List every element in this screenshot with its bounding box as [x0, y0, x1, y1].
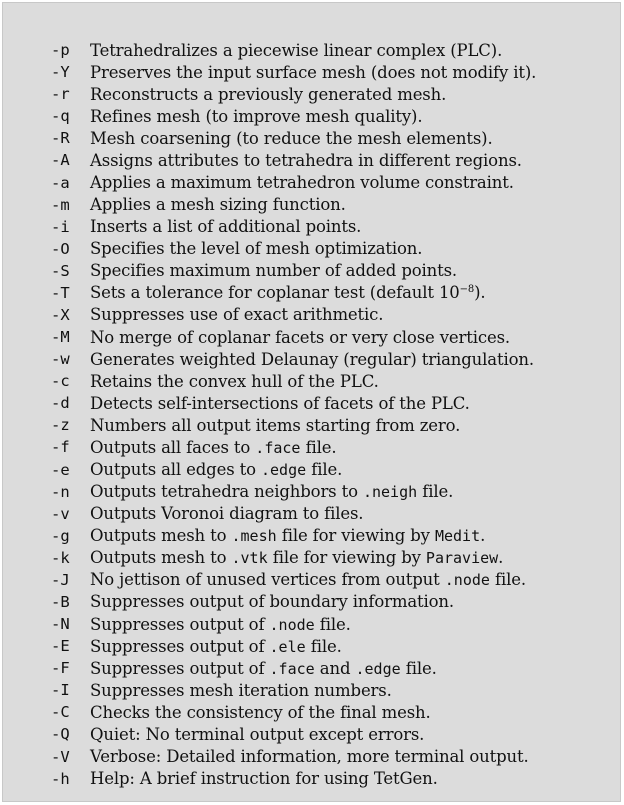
- option-flag: -N: [51, 615, 70, 634]
- description-text: Retains the convex hull of the PLC.: [90, 371, 379, 391]
- description-text: Suppresses output of boundary information.: [90, 592, 454, 612]
- option-description: [90, 372, 379, 391]
- option-description: [90, 769, 438, 788]
- option-flag: -T: [51, 283, 70, 302]
- option-row: [51, 326, 536, 348]
- file-extension: .mesh: [231, 527, 277, 546]
- option-flag: -w: [51, 350, 70, 369]
- file-extension: .face: [255, 438, 301, 457]
- description-text: Preserves the input surface mesh (does not modify it).: [90, 62, 537, 82]
- option-description: [90, 394, 470, 413]
- file-extension: .node: [444, 571, 490, 590]
- option-description: [90, 283, 486, 302]
- description-text: Suppresses mesh iteration numbers.: [90, 680, 392, 700]
- option-description: [90, 350, 534, 369]
- option-flag: -n: [51, 482, 70, 501]
- description-text: Verbose: Detailed information, more terminal output.: [90, 747, 529, 767]
- description-text: file.: [495, 570, 526, 590]
- description-text: .: [480, 526, 486, 546]
- option-flag: -A: [51, 151, 70, 170]
- option-row: [51, 194, 536, 216]
- option-flag: -c: [51, 372, 70, 391]
- option-flag: -F: [51, 659, 70, 678]
- option-description: [90, 328, 510, 347]
- option-flag: -d: [51, 394, 70, 413]
- option-row: [51, 635, 536, 657]
- option-flag: -Q: [51, 725, 70, 744]
- option-description: [90, 261, 457, 280]
- option-row: [51, 83, 536, 105]
- description-text: ).: [474, 283, 486, 303]
- option-description: [90, 416, 460, 435]
- description-text: Outputs tetrahedra neighbors to: [90, 482, 358, 502]
- description-text: Outputs all edges to: [90, 460, 256, 480]
- option-flag: -e: [51, 460, 70, 479]
- option-flag: -g: [51, 526, 70, 545]
- option-flag: -p: [51, 41, 70, 60]
- option-row: [51, 304, 536, 326]
- description-text: Refines mesh (to improve mesh quality).: [90, 106, 423, 126]
- option-row: [51, 657, 536, 679]
- option-flag: -h: [51, 769, 70, 788]
- option-flag: -k: [51, 548, 70, 567]
- option-row: [51, 613, 536, 635]
- description-text: file.: [305, 437, 337, 457]
- option-row: [51, 238, 536, 260]
- option-row: [51, 591, 536, 613]
- option-description: [90, 173, 514, 192]
- description-text: file.: [422, 482, 454, 502]
- option-row: [51, 701, 536, 723]
- option-flag: -X: [51, 305, 70, 324]
- file-extension: .vtk: [231, 549, 268, 568]
- option-flag: -R: [51, 129, 70, 148]
- option-description: [90, 239, 422, 258]
- option-description: [90, 703, 431, 722]
- option-flag: -I: [51, 681, 70, 700]
- option-flag: -Y: [51, 63, 70, 82]
- option-description: [90, 305, 383, 324]
- option-description: [90, 460, 342, 479]
- option-description: [90, 217, 361, 236]
- option-description: [90, 85, 446, 104]
- option-row: [51, 370, 536, 392]
- description-text: Assigns attributes to tetrahedra in different regions.: [90, 150, 522, 170]
- code-name: Medit: [434, 527, 481, 546]
- option-row: [51, 39, 536, 61]
- option-flag: -B: [51, 592, 70, 611]
- file-extension: .face: [269, 659, 315, 678]
- description-text: file for viewing by: [272, 548, 421, 568]
- option-row: [51, 216, 536, 238]
- option-row: [51, 171, 536, 193]
- option-row: [51, 348, 536, 370]
- option-row: [51, 105, 536, 127]
- option-description: [90, 41, 502, 60]
- description-text: Outputs all faces to: [90, 437, 251, 457]
- description-text: Generates weighted Delaunay (regular) triangulation.: [90, 349, 534, 369]
- option-row: [51, 436, 536, 458]
- option-flag: -i: [51, 217, 70, 236]
- option-row: [51, 458, 536, 480]
- option-description: [90, 570, 526, 589]
- option-flag: -V: [51, 747, 70, 766]
- option-description: [90, 526, 485, 545]
- option-description: [90, 747, 529, 766]
- description-text: file.: [311, 460, 343, 480]
- option-row: [51, 679, 536, 701]
- option-row: [51, 282, 536, 304]
- option-row: [51, 547, 536, 569]
- option-row: [51, 414, 536, 436]
- description-text: Sets a tolerance for coplanar test (default 10: [90, 283, 460, 303]
- option-description: [90, 592, 454, 611]
- option-description: [90, 725, 424, 744]
- option-flag: -f: [51, 438, 70, 457]
- option-flag: -r: [51, 85, 70, 104]
- option-row: [51, 481, 536, 503]
- description-text: Tetrahedralizes a piecewise linear complex (PLC).: [90, 40, 503, 60]
- file-extension: .node: [269, 615, 315, 634]
- option-row: [51, 61, 536, 83]
- description-text: Specifies the level of mesh optimization.: [90, 239, 423, 259]
- description-text: and: [319, 658, 351, 678]
- option-flag: -O: [51, 239, 70, 258]
- option-description: [90, 681, 392, 700]
- option-description: [90, 637, 342, 656]
- option-flag: -a: [51, 173, 70, 192]
- option-flag: -S: [51, 261, 70, 280]
- description-text: Help: A brief instruction for using TetGen.: [90, 769, 438, 789]
- description-text: Numbers all output items starting from zero.: [90, 415, 461, 435]
- option-description: [90, 63, 536, 82]
- option-row: [51, 149, 536, 171]
- description-text: No merge of coplanar facets or very close vertices.: [90, 327, 510, 347]
- option-description: [90, 438, 336, 457]
- option-flag: -v: [51, 504, 70, 523]
- description-text: file.: [310, 636, 342, 656]
- option-row: [51, 503, 536, 525]
- option-flag: -M: [51, 328, 70, 347]
- description-text: Outputs Voronoi diagram to files.: [90, 504, 364, 524]
- option-flag: -J: [51, 570, 70, 589]
- options-panel: [2, 2, 621, 802]
- option-row: [51, 746, 536, 768]
- description-text: Suppresses use of exact arithmetic.: [90, 305, 384, 325]
- description-text: Suppresses output of: [90, 636, 265, 656]
- file-extension: .ele: [269, 637, 306, 656]
- option-description: [90, 107, 422, 126]
- description-text: Checks the consistency of the final mesh.: [90, 702, 431, 722]
- option-flag: -z: [51, 416, 70, 435]
- option-row: [51, 768, 536, 790]
- option-row: [51, 525, 536, 547]
- file-extension: .neigh: [362, 483, 418, 502]
- option-row: [51, 723, 536, 745]
- description-text: Mesh coarsening (to reduce the mesh elements).: [90, 128, 493, 148]
- option-row: [51, 260, 536, 282]
- option-row: [51, 392, 536, 414]
- description-text: Applies a maximum tetrahedron volume constraint.: [90, 173, 514, 192]
- description-text: .: [498, 548, 504, 568]
- description-text: Quiet: No terminal output except errors.: [90, 724, 425, 744]
- options-list: [51, 39, 536, 790]
- option-flag: -C: [51, 703, 70, 722]
- description-text: Specifies maximum number of added points.: [90, 261, 458, 281]
- description-text: Detects self-intersections of facets of the PLC.: [90, 393, 470, 413]
- exponent-text: −8: [459, 284, 475, 296]
- description-text: Outputs mesh to: [90, 548, 227, 568]
- file-extension: .edge: [261, 461, 307, 480]
- description-text: file.: [405, 658, 437, 678]
- option-description: [90, 659, 437, 678]
- option-description: [90, 195, 346, 214]
- option-description: [90, 504, 363, 523]
- option-description: [90, 548, 503, 567]
- option-flag: -q: [51, 107, 70, 126]
- description-text: No jettison of unused vertices from output: [90, 570, 440, 590]
- option-description: [90, 129, 493, 148]
- option-description: [90, 482, 453, 501]
- option-flag: -E: [51, 637, 70, 656]
- description-text: Outputs mesh to: [90, 526, 227, 546]
- description-text: Suppresses output of: [90, 614, 265, 634]
- description-text: Suppresses output of: [90, 658, 265, 678]
- code-name: Paraview: [425, 549, 499, 568]
- option-flag: -m: [51, 195, 70, 214]
- option-row: [51, 127, 536, 149]
- option-row: [51, 569, 536, 591]
- option-description: [90, 615, 351, 634]
- description-text: file for viewing by: [281, 526, 430, 546]
- code-name: .edge: [355, 659, 401, 678]
- description-text: Inserts a list of additional points.: [90, 217, 362, 237]
- description-text: Applies a mesh sizing function.: [90, 195, 346, 215]
- option-description: [90, 151, 522, 170]
- description-text: Reconstructs a previously generated mesh.: [90, 84, 447, 104]
- description-text: file.: [319, 614, 351, 634]
